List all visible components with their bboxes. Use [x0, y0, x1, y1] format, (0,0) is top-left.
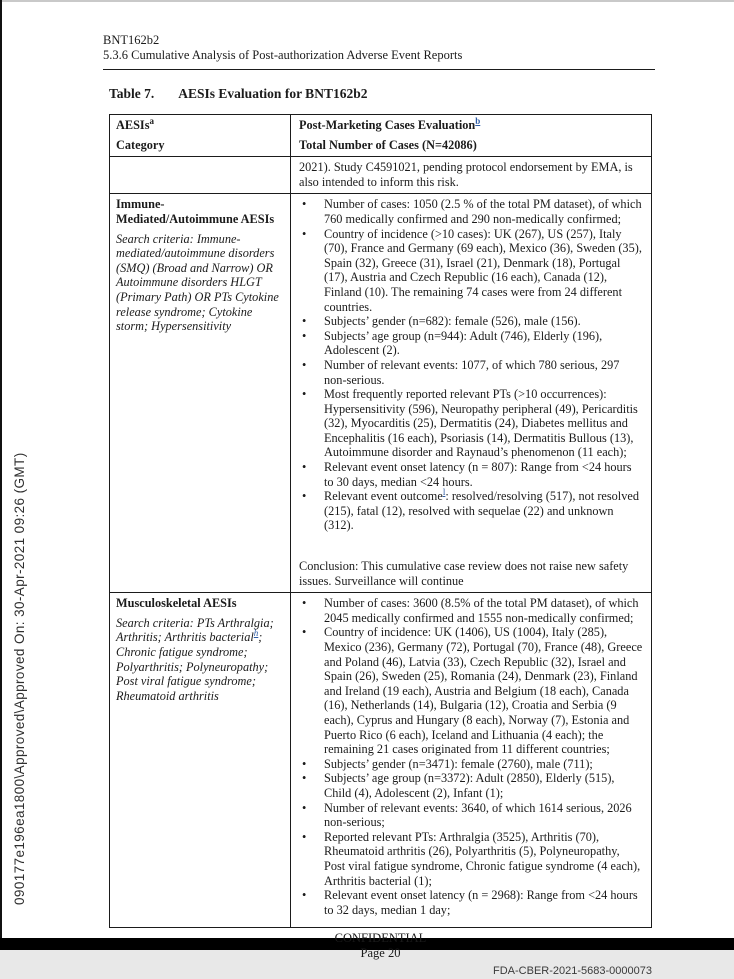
header-category-label: Category — [116, 137, 165, 152]
bullet-text: Country of incidence (>10 cases): UK (267), US (257), Italy (70), France and Germany (69 each), Mexico (36), Sweden (35), Spain (32), Greece (31), Israel (21), Denmark (18), Portugal (17), Austria and Czech Republic (16 each), Canada (12), Finland (10). The remaining 74 cases were from 24 different countries. — [324, 226, 642, 314]
bullet-text: Subjects’ age group (n=3372): Adult (2850), Elderly (515), Child (4), Adolescent (2), Infant (1); — [324, 771, 615, 800]
aesi-category-cell — [110, 194, 291, 592]
conclusion-text: Conclusion: This cumulative case review does not raise new safety issues. Surveillance will continue — [299, 559, 629, 588]
bullet-item — [299, 460, 643, 489]
bullet-icon: • — [302, 771, 307, 786]
bullet-item — [299, 387, 643, 460]
header-pm-evaluation-label: Post-Marketing Cases Evaluation$^b$ — [299, 115, 481, 132]
bullet-item — [299, 358, 643, 387]
table-number-label: Table 7. — [109, 86, 155, 101]
document-header — [103, 0, 655, 70]
table-row — [110, 157, 651, 194]
header-cell-aesis-category — [110, 115, 291, 156]
bullet-text: Relevant event onset latency (n = 807): Range from <24 hours to 30 days, median <24 hours. — [324, 460, 632, 489]
bullet-text: Most frequently reported relevant PTs (>10 occurrences): Hypersensitivity (596), Neuropathy peripheral (49), Pericarditis (32), Myocarditis (25), Dermatitis (24), Diabetes mellitus and Encephalitis (16 each), Psoriasis (14), Dermatitis Bullous (13), Autoimmune disorder and Raynaud’s phenomenon (11 each); — [324, 387, 638, 460]
aesi-category-cell — [110, 593, 291, 927]
footnote-link[interactable]: b — [475, 115, 481, 126]
table-title — [109, 86, 655, 102]
bullet-icon: • — [302, 756, 307, 771]
bullet-item — [299, 489, 643, 533]
evaluation-paragraph: 2021). Study C4591021, pending protocol endorsement by EMA, is also intended to inform this risk. — [299, 160, 633, 189]
bullet-icon: • — [302, 596, 307, 611]
bullet-text: Subjects’ gender (n=3471): female (2760), male (711); — [324, 756, 593, 771]
evaluation-cell — [291, 194, 651, 592]
aesi-table — [109, 114, 652, 928]
footnote-marker: a — [149, 115, 154, 126]
approval-watermark: 090177e196ea1800\Approved\Approved On: 30-Apr-2021 09:26 (GMT) — [12, 452, 27, 905]
footnote-link[interactable]: l — [442, 487, 446, 498]
header-total-cases-label: Total Number of Cases (N=42086) — [299, 137, 477, 152]
bullet-text: Relevant event onset latency (n = 2968): Range from <24 hours to 32 days, median 1 day; — [324, 888, 638, 917]
footnote-link[interactable]: h — [253, 628, 259, 639]
bullet-text: Number of cases: 3600 (8.5% of the total PM dataset), of which 2045 medically confirmed and 1555 non-medically confirmed; — [324, 596, 639, 625]
bullet-icon: • — [302, 197, 307, 212]
header-cell-pm-evaluation — [291, 115, 651, 156]
bullet-icon: • — [302, 357, 307, 372]
page-left-border — [0, 0, 2, 938]
header-aesis-label: AESIs$^a$ — [116, 115, 154, 132]
table-body — [110, 157, 651, 927]
page-footer — [109, 931, 652, 979]
bullet-text: Subjects’ gender (n=682): female (526), male (156). — [324, 314, 581, 329]
search-criteria-text: Search criteria: PTs Arthralgia; Arthritis; Arthritis bacterial$^h$; Chronic fatigue syndrome; Polyarthritis; Polyneuropathy; Post viral fatigue syndrome; Rheumatoid arthritis — [116, 615, 274, 703]
doc-section-title: 5.3.6 Cumulative Analysis of Post-authorization Adverse Event Reports — [103, 48, 463, 62]
bullet-item — [299, 771, 643, 800]
bullet-text: Country of incidence: UK (1406), US (1004), Italy (285), Mexico (236), Germany (72), Portugal (70), France (48), Greece and Poland (46), Latvia (33), Czech Republic (32), Israel and Spain (26), Sweden (25), Romania (24), Denmark (23), Finland and Ireland (19 each), Austria and Belgium (18 each), Canada (16), Netherlands (14), Bulgaria (12), Croatia and Serbia (9 each), Cyprus and Hungary (8 each), Norway (7), Estonia and Puerto Rico (6 each), Iceland and Lithuania (4 each); the remaining 21 cases originated from 11 different countries; — [324, 625, 643, 757]
search-criteria-text: Search criteria: Immune-mediated/autoimmune disorders (SMQ) (Broad and Narrow) OR Autoimmune disorders HLGT (Primary Path) OR PTs Cytokine release syndrome; Cytokine storm; Hypersensitivity — [116, 231, 279, 334]
table-row — [110, 593, 651, 927]
bullet-item — [299, 888, 643, 917]
bullet-text: Subjects’ age group (n=944): Adult (746), Elderly (196), Adolescent (2). — [324, 328, 603, 358]
page-number: Page 20 — [360, 946, 401, 961]
bullet-icon: • — [302, 314, 307, 329]
fda-document-id: FDA-CBER-2021-5683-0000073 — [493, 965, 652, 978]
bullet-text: Relevant event outcome$^l$: resolved/resolving (517), not resolved (215), fatal (12), resolved with sequelae (22) and unknown (312). — [324, 487, 639, 533]
bullet-icon: • — [302, 888, 307, 903]
bullet-text: Number of relevant events: 1077, of which 780 serious, 297 non-serious. — [324, 357, 620, 387]
bullet-item — [299, 830, 643, 888]
table-title-text: AESIs Evaluation for BNT162b2 — [178, 86, 368, 101]
evaluation-cell — [291, 157, 651, 193]
page-content — [103, 0, 655, 979]
table-header-row — [110, 115, 651, 157]
doc-code: BNT162b2 — [103, 33, 160, 47]
aesi-category-cell — [110, 157, 291, 193]
table-row — [110, 194, 651, 593]
bullet-item — [299, 329, 643, 358]
bullet-text: Reported relevant PTs: Arthralgia (3525), Arthritis (70), Rheumatoid arthritis (26), Polyarthritis (5), Polyneuropathy, Post viral fatigue syndrome, Chronic fatigue syndrome (4 each), Arthritis bacterial (1); — [324, 829, 641, 888]
bullet-item — [299, 314, 643, 329]
bullet-icon: • — [302, 226, 307, 241]
bullet-icon: • — [302, 460, 307, 475]
bullet-item — [299, 596, 643, 625]
bullet-icon: • — [302, 328, 307, 343]
aesi-category-title: Immune-Mediated/Autoimmune AESIs — [116, 197, 275, 226]
bullet-item — [299, 625, 643, 756]
confidential-label: CONFIDENTIAL — [334, 931, 427, 946]
bullet-text: Number of relevant events: 3640, of which 1614 serious, 2026 non-serious; — [324, 800, 632, 830]
bullet-item — [299, 197, 643, 226]
bullet-icon: • — [302, 387, 307, 402]
bullet-text: Number of cases: 1050 (2.5 % of the total PM dataset), of which 760 medically confirmed and 290 non-medically confirmed; — [324, 197, 642, 226]
bullet-icon: • — [302, 625, 307, 640]
bullet-item — [299, 801, 643, 830]
bullet-icon: • — [302, 800, 307, 815]
bullet-item — [299, 227, 643, 315]
bullet-item — [299, 757, 643, 772]
bullet-icon: • — [302, 489, 307, 504]
aesi-category-title: Musculoskeletal AESIs — [116, 596, 237, 611]
bullet-icon: • — [302, 829, 307, 844]
evaluation-cell — [291, 593, 651, 927]
